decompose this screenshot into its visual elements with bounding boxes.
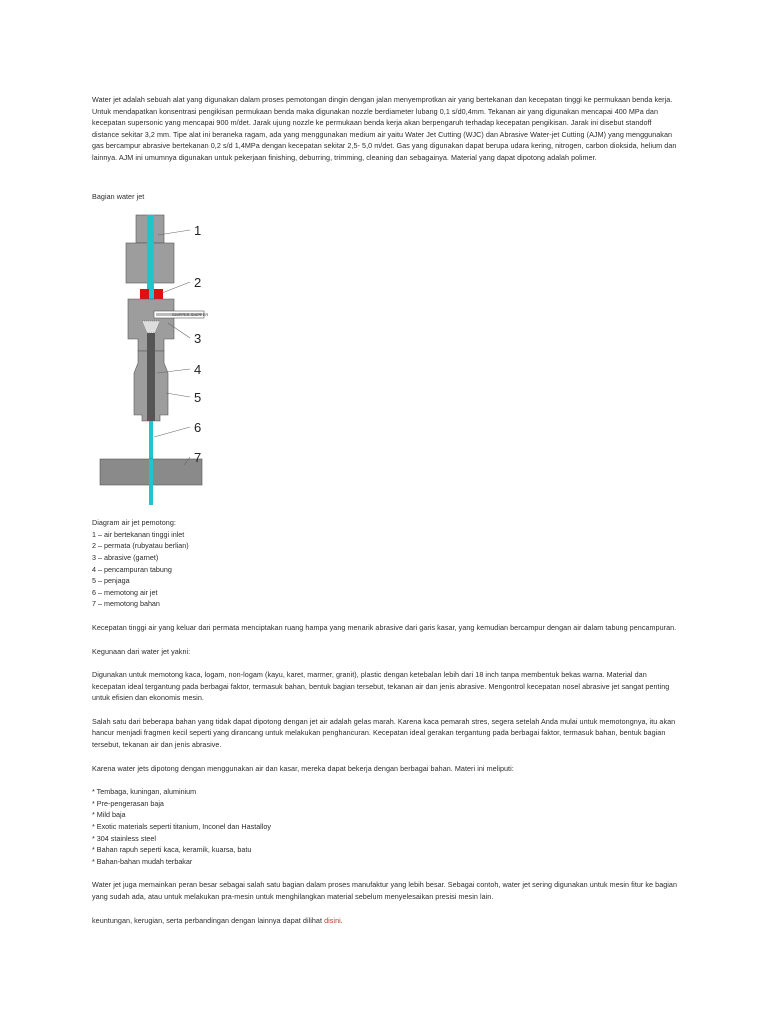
label-6: 6: [194, 420, 202, 436]
water-channel: [147, 215, 154, 301]
diagram-title: Diagram air jet pemotong:: [92, 518, 176, 528]
document-page: [92, 94, 680, 926]
uses-paragraph: Digunakan untuk memotong kaca, logam, non-logam (kayu, karet, marmer, granit), plastic dengan ketebalan lebih dari 18 inch tanpa membentuk bekas warna. Material dan kecepatan ideal tergantung pada berbagai faktor, termasuk bahan, bentuk bagian tersebut, tekanan air dan jenis abrasive. Mengontrol kecepatan nosel abrasive jet sangat penting untuk efisien dan ekonomis mesin.: [92, 670, 670, 703]
material-item: * Mild baja: [92, 810, 126, 820]
label-2: 2: [194, 275, 202, 291]
ruby-right: [154, 289, 163, 299]
glass-paragraph: Salah satu dari beberapa bahan yang tidak dapat dipotong dengan jet air adalah gelas marah. Karena kaca pemarah stres, segera setelah Anda mulai untuk memotongnya, itu akan hancur menjadi fragmen kecil seperti yang dirancang untuk melakukan penghancuran. Kecepatan ideal gerakan tergantung pada berbagai faktor, termasuk bahan, bentuk bagian tersebut, tekanan air dan jenis abrasive.: [92, 716, 676, 750]
legend-item: 4 – pencampuran tabung: [92, 564, 172, 574]
disini-link[interactable]: disini: [324, 915, 341, 925]
label-3: 3: [194, 331, 202, 347]
legend-item: 6 – memotong air jet: [92, 587, 158, 597]
label-7: 7: [194, 450, 202, 466]
materials-paragraph: Karena water jets dipotong dengan menggunakan air dan kasar, mereka dapat bekerja dengan berbagai bahan. Materi ini meliputi:: [92, 763, 514, 773]
legend-item: 1 – air bertekanan tinggi inlet: [92, 529, 185, 539]
mixing-tube: [147, 333, 155, 421]
closing-text: keuntungan, kerugian, serta perbandingan dengan lainnya dapat dilihat: [92, 915, 325, 925]
legend-item: 2 – permata (rubyatau berlian): [92, 541, 189, 551]
closing-paragraph: [92, 915, 680, 927]
legend-item: 3 – abrasive (garnet): [92, 552, 159, 562]
water-jet-diagram: [92, 205, 242, 505]
speed-paragraph: Kecepatan tinggi air yang keluar dari permata menciptakan ruang hampa yang menarik abrasive dari garis kasar, yang kemudian bercampur dengan air dalam tabung pencampuran.: [92, 622, 677, 632]
materials-list: [92, 786, 680, 867]
material-item: * 304 stainless steel: [92, 833, 156, 843]
closing-end: .: [340, 915, 343, 925]
material-item: * Pre-pengerasan baja: [92, 798, 164, 808]
label-5: 5: [194, 390, 202, 406]
ruby-left: [140, 289, 149, 299]
legend-item: 5 – penjaga: [92, 576, 130, 586]
intro-paragraph: Water jet adalah sebuah alat yang digunakan dalam proses pemotongan dingin dengan jalan menyemprotkan air yang bertekanan dan kecepatan tinggi ke permukaan benda kerja. Untuk mendapatkan konsentrasi pengikisan permukaan benda maka digunakan nozzle berdiameter lubang 0,1 s/d0,4mm. Tekanan air yang digunakan mencapai 400 MPa dan kecepatan supersonic yang mencapai 900 m/det. Jarak ujung nozzle ke permukaan benda kerja akan berpengaruh terhadap kecepatan pengikisan. Jarak ini disebut standoff distance sekitar 3,2 mm. Tipe alat ini beraneka ragam, ada yang menggunakan medium air yaitu Water Jet Cutting (WJC) dan Abrasive Water-jet Cutting (AJM) yang menggunakan gas bercampur abrasive bertekanan 0,2 s/d 1,4MPa dengan kecepatan sekitar 2,5- 5,0 m/det. Gas yang digunakan dapat berupa udara kering, nitrogen, carbon dioksida, helium dan lainnya. AJM ini umumnya digunakan untuk pekerjaan finishing, deburring, trimming, cleaning dan sebagainya. Material yang dapat dipotong adalah polimer.: [92, 95, 677, 162]
inset-label: SHIPPER SHIPPER: [172, 312, 209, 318]
material-item: * Exotic materials seperti titanium, Inconel dan Hastalloy: [92, 822, 271, 832]
figure-title: Bagian water jet: [92, 191, 145, 201]
legend-item: 7 – memotong bahan: [92, 599, 160, 609]
water-jet-figure: [92, 205, 242, 517]
role-paragraph: Water jet juga memainkan peran besar sebagai salah satu bagian dalam proses manufaktur yang lebih besar. Sebagai contoh, water jet sering digunakan untuk mesin fitur ke bagian yang sudah ada, atau untuk melakukan pra-mesin untuk menghilangkan material sebelum menyelesaikan presisi mesin lain.: [92, 880, 678, 901]
material-item: * Tembaga, kuningan, aluminium: [92, 787, 197, 797]
uses-title: Kegunaan dari water jet yakni:: [92, 646, 191, 656]
material-item: * Bahan-bahan mudah terbakar: [92, 856, 193, 866]
diagram-legend: [92, 529, 680, 610]
label-4: 4: [194, 362, 202, 378]
material-item: * Bahan rapuh seperti kaca, keramik, kuarsa, batu: [92, 845, 252, 855]
label-1: 1: [194, 223, 202, 239]
